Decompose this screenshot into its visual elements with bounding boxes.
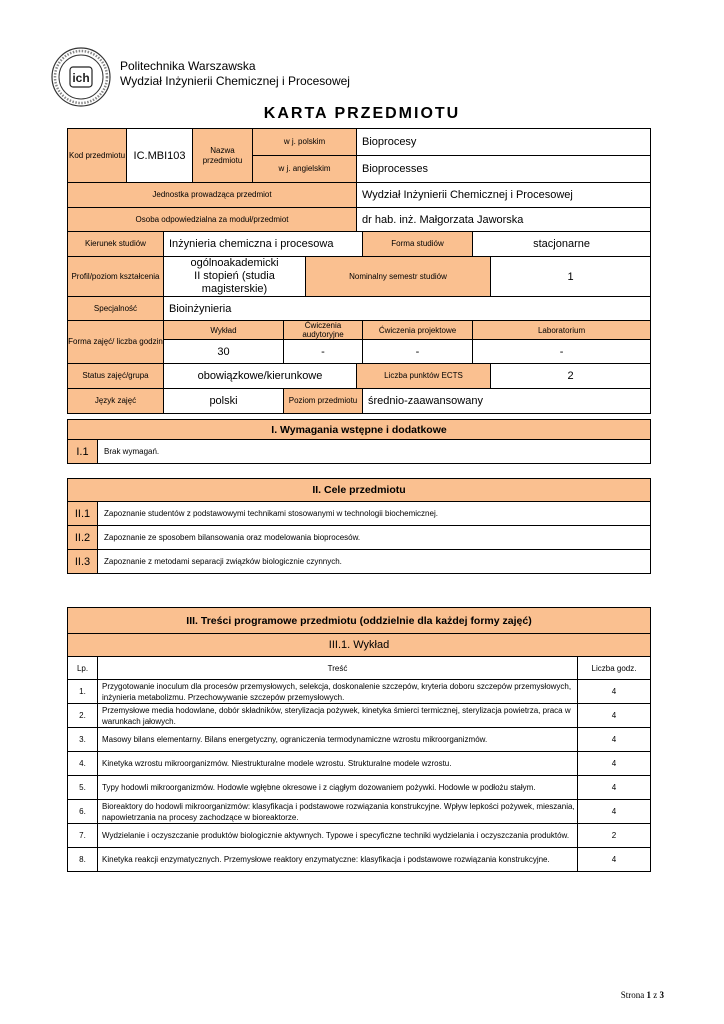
specjalnosc-label: Specjalność xyxy=(68,297,164,321)
row-text: Przygotowanie inoculum dla procesów przemysłowych, selekcja, doskonalenie szczepów, kryteria doboru szczepów przemysłowych, inżynieria metabolizmu. Przechowywanie szczepów przemysłowych. xyxy=(98,680,578,704)
audyt-label: Ćwiczenia audytoryjne xyxy=(284,321,363,340)
poziom-label: Poziom przedmiotu xyxy=(284,389,363,414)
institution-names xyxy=(120,59,350,89)
table-row xyxy=(68,800,651,824)
section-3-table xyxy=(67,607,651,872)
svg-text:ich: ich xyxy=(72,71,90,85)
requirement-text: Brak wymagań. xyxy=(98,440,651,464)
row-hours: 4 xyxy=(578,680,651,704)
section-2-title: II. Cele przedmiotu xyxy=(68,479,651,502)
jednostka-value: Wydział Inżynierii Chemicznej i Procesowej xyxy=(357,183,651,208)
footer-total-pages: 3 xyxy=(659,990,664,1000)
row-text: Przemysłowe media hodowlane, dobór składników, sterylizacja pożywek, kinetyka śmierci termicznej, sterylizacja powietrza, praca w warunkach jałowych. xyxy=(98,704,578,728)
row-hours: 4 xyxy=(578,776,651,800)
section-1-row xyxy=(68,440,651,464)
table-row xyxy=(68,704,651,728)
section-3-subtitle: III.1. Wykład xyxy=(68,634,651,657)
row-text: Wydzielanie i oczyszczanie produktów biologicznie aktywnych. Typowe i specyficzne techniki wydzielania i oczyszczania produktów. xyxy=(98,824,578,848)
wyklad-label: Wykład xyxy=(164,321,284,340)
english-name-value: Bioprocesses xyxy=(357,156,651,183)
jezyk-label: Język zajęć xyxy=(68,389,164,414)
university-logo xyxy=(50,46,112,108)
poziom-value: średnio-zaawansowany xyxy=(363,389,651,414)
row-hours: 4 xyxy=(578,800,651,824)
row-lp: 7. xyxy=(68,824,98,848)
specjalnosc-value: Bioinżynieria xyxy=(164,297,651,321)
osoba-value: dr hab. inż. Małgorzata Jaworska xyxy=(357,208,651,232)
goal-number: II.2 xyxy=(68,526,98,550)
goal-row xyxy=(68,526,651,550)
table-row xyxy=(68,776,651,800)
row-text: Typy hodowli mikroorganizmów. Hodowle wgłębne okresowe i z ciągłym dozowaniem pożywki. Hodowle w podłożu stałym. xyxy=(98,776,578,800)
page-header xyxy=(50,46,450,108)
col-lp-header: Lp. xyxy=(68,657,98,680)
projekt-label: Ćwiczenia projektowe xyxy=(363,321,473,340)
lab-label: Laboratorium xyxy=(473,321,651,340)
row-lp: 6. xyxy=(68,800,98,824)
row-hours: 4 xyxy=(578,704,651,728)
col-tresc-header: Treść xyxy=(98,657,578,680)
goal-text: Zapoznanie z metodami separacji związków biologicznie czynnych. xyxy=(98,550,651,574)
section-2-table xyxy=(67,478,651,574)
semestr-value: 1 xyxy=(491,257,651,297)
row-lp: 5. xyxy=(68,776,98,800)
row-text: Kinetyka reakcji enzymatycznych. Przemysłowe reaktory enzymatyczne: klasyfikacja i podstawowe rozwiązania konstrukcyjne. xyxy=(98,848,578,872)
ects-label: Liczba punktów ECTS xyxy=(357,364,491,389)
osoba-label: Osoba odpowiedzialna za moduł/przedmiot xyxy=(68,208,357,232)
kierunek-value: Inżynieria chemiczna i procesowa xyxy=(164,232,363,257)
polish-name-value: Bioprocesy xyxy=(357,129,651,156)
nazwa-label: Nazwa przedmiotu xyxy=(193,129,253,183)
requirement-number: I.1 xyxy=(68,440,98,464)
jednostka-label: Jednostka prowadząca przedmiot xyxy=(68,183,357,208)
row-hours: 4 xyxy=(578,728,651,752)
ects-value: 2 xyxy=(491,364,651,389)
profil-value xyxy=(164,257,306,297)
faculty-name: Wydział Inżynierii Chemicznej i Procesowej xyxy=(120,74,350,88)
status-value: obowiązkowe/kierunkowe xyxy=(164,364,357,389)
course-info-table xyxy=(67,128,651,414)
polish-name-label: w j. polskim xyxy=(253,129,357,156)
page-footer xyxy=(621,990,664,1000)
table-row xyxy=(68,848,651,872)
semestr-label: Nominalny semestr studiów xyxy=(306,257,491,297)
godziny-label: Forma zajęć/ liczba godzin xyxy=(68,321,164,364)
row-hours: 2 xyxy=(578,824,651,848)
col-godz-header: Liczba godz. xyxy=(578,657,651,680)
forma-value: stacjonarne xyxy=(473,232,651,257)
table-row xyxy=(68,824,651,848)
kod-label: Kod przedmiotu xyxy=(68,129,127,183)
forma-label: Forma studiów xyxy=(363,232,473,257)
section-1-title: I. Wymagania wstępne i dodatkowe xyxy=(68,420,651,440)
goal-row xyxy=(68,502,651,526)
table-row xyxy=(68,752,651,776)
kierunek-label: Kierunek studiów xyxy=(68,232,164,257)
jezyk-value: polski xyxy=(164,389,284,414)
lab-value: - xyxy=(473,340,651,364)
table-row xyxy=(68,728,651,752)
row-lp: 2. xyxy=(68,704,98,728)
kod-value: IC.MBI103 xyxy=(127,129,193,183)
profil-label: Profil/poziom kształcenia xyxy=(68,257,164,297)
row-lp: 8. xyxy=(68,848,98,872)
row-text: Bioreaktory do hodowli mikroorganizmów: klasyfikacja i podstawowe rozwiązania konstrukcyjne. Wpływ lepkości pożywek, mieszania, napowietrzania na procesy zachodzące w bioreaktorze. xyxy=(98,800,578,824)
goal-number: II.1 xyxy=(68,502,98,526)
row-text: Masowy bilans elementarny. Bilans energetyczny, ograniczenia termodynamiczne wzrostu mikroorganizmów. xyxy=(98,728,578,752)
row-lp: 1. xyxy=(68,680,98,704)
university-name: Politechnika Warszawska xyxy=(120,59,256,73)
goal-row xyxy=(68,550,651,574)
section-1-table xyxy=(67,419,651,464)
goal-text: Zapoznanie studentów z podstawowymi technikami stosowanymi w technologii biochemicznej. xyxy=(98,502,651,526)
audyt-value: - xyxy=(284,340,363,364)
profil-value-line2: II stopień (studia magisterskie) xyxy=(194,270,275,295)
row-hours: 4 xyxy=(578,848,651,872)
page-title: KARTA PRZEDMIOTU xyxy=(263,105,461,122)
section-3-title: III. Treści programowe przedmiotu (oddzielnie dla każdej formy zajęć) xyxy=(68,608,651,634)
table-header-row xyxy=(68,657,651,680)
projekt-value: - xyxy=(363,340,473,364)
row-text: Kinetyka wzrostu mikroorganizmów. Niestrukturalne modele wzrostu. Strukturalne modele wzrostu. xyxy=(98,752,578,776)
status-label: Status zajęć/grupa xyxy=(68,364,164,389)
footer-middle: z xyxy=(651,990,660,1000)
english-name-label: w j. angielskim xyxy=(253,156,357,183)
row-hours: 4 xyxy=(578,752,651,776)
row-lp: 3. xyxy=(68,728,98,752)
profil-value-line1: ogólnoakademicki xyxy=(190,257,279,269)
wyklad-value: 30 xyxy=(164,340,284,364)
table-row xyxy=(68,680,651,704)
goal-number: II.3 xyxy=(68,550,98,574)
footer-page-number: 1 xyxy=(646,990,651,1000)
row-lp: 4. xyxy=(68,752,98,776)
footer-prefix: Strona xyxy=(620,990,647,1000)
goal-text: Zapoznanie ze sposobem bilansowania oraz modelowania bioprocesów. xyxy=(98,526,651,550)
